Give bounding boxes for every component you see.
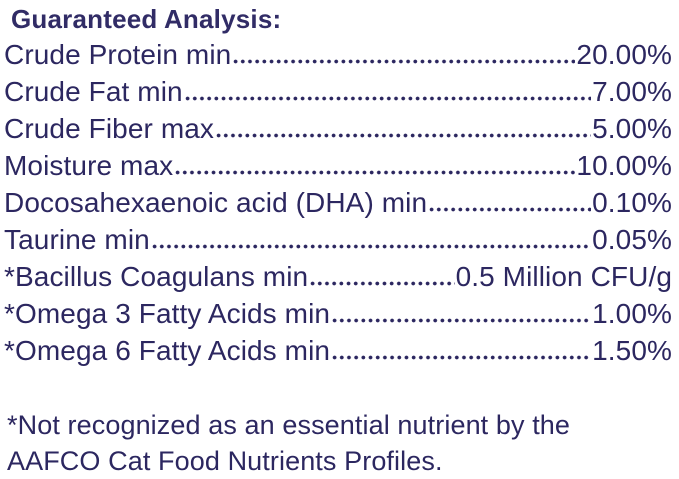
table-row (4, 73, 672, 110)
dot-leader (428, 184, 591, 221)
table-row (4, 295, 672, 332)
nutrient-value: 1.00% (592, 298, 672, 329)
nutrient-value: 0.05% (592, 224, 672, 255)
nutrient-label: Moisture max (4, 150, 174, 181)
section-title: Guaranteed Analysis: (11, 4, 282, 34)
table-row (4, 332, 672, 369)
nutrient-value: 7.00% (592, 76, 672, 107)
dot-leader (331, 332, 591, 369)
footnote-line-2: AAFCO Cat Food Nutrients Profiles. (7, 446, 443, 476)
analysis-table (4, 36, 672, 369)
nutrient-label: Crude Protein min (4, 39, 232, 70)
nutrient-value: 0.5 Million CFU/g (455, 261, 672, 292)
nutrient-label: Crude Fiber max (4, 113, 215, 144)
dot-leader (174, 147, 575, 184)
dot-leader (309, 258, 454, 295)
nutrient-label: *Omega 3 Fatty Acids min (4, 298, 331, 329)
nutrient-label: Docosahexaenoic acid (DHA) min (4, 187, 428, 218)
table-row (4, 36, 672, 73)
nutrient-label: *Bacillus Coagulans min (4, 261, 309, 292)
dot-leader (232, 36, 575, 73)
dot-leader (184, 73, 591, 110)
nutrient-value: 5.00% (592, 113, 672, 144)
footnote-line-1: *Not recognized as an essential nutrient by the (7, 410, 571, 440)
table-row (4, 221, 672, 258)
nutrient-label: Crude Fat min (4, 76, 183, 107)
table-row (4, 110, 672, 147)
table-row (4, 184, 672, 221)
nutrient-value: 10.00% (576, 150, 672, 181)
dot-leader (151, 221, 591, 258)
table-row (4, 258, 672, 295)
footnote (7, 407, 672, 479)
dot-leader (215, 110, 591, 147)
nutrient-value: 1.50% (592, 335, 672, 366)
nutrient-value: 0.10% (592, 187, 672, 218)
nutrient-label: Taurine min (4, 224, 150, 255)
table-row (4, 147, 672, 184)
nutrient-label: *Omega 6 Fatty Acids min (4, 335, 331, 366)
dot-leader (331, 295, 591, 332)
nutrient-value: 20.00% (576, 39, 672, 70)
